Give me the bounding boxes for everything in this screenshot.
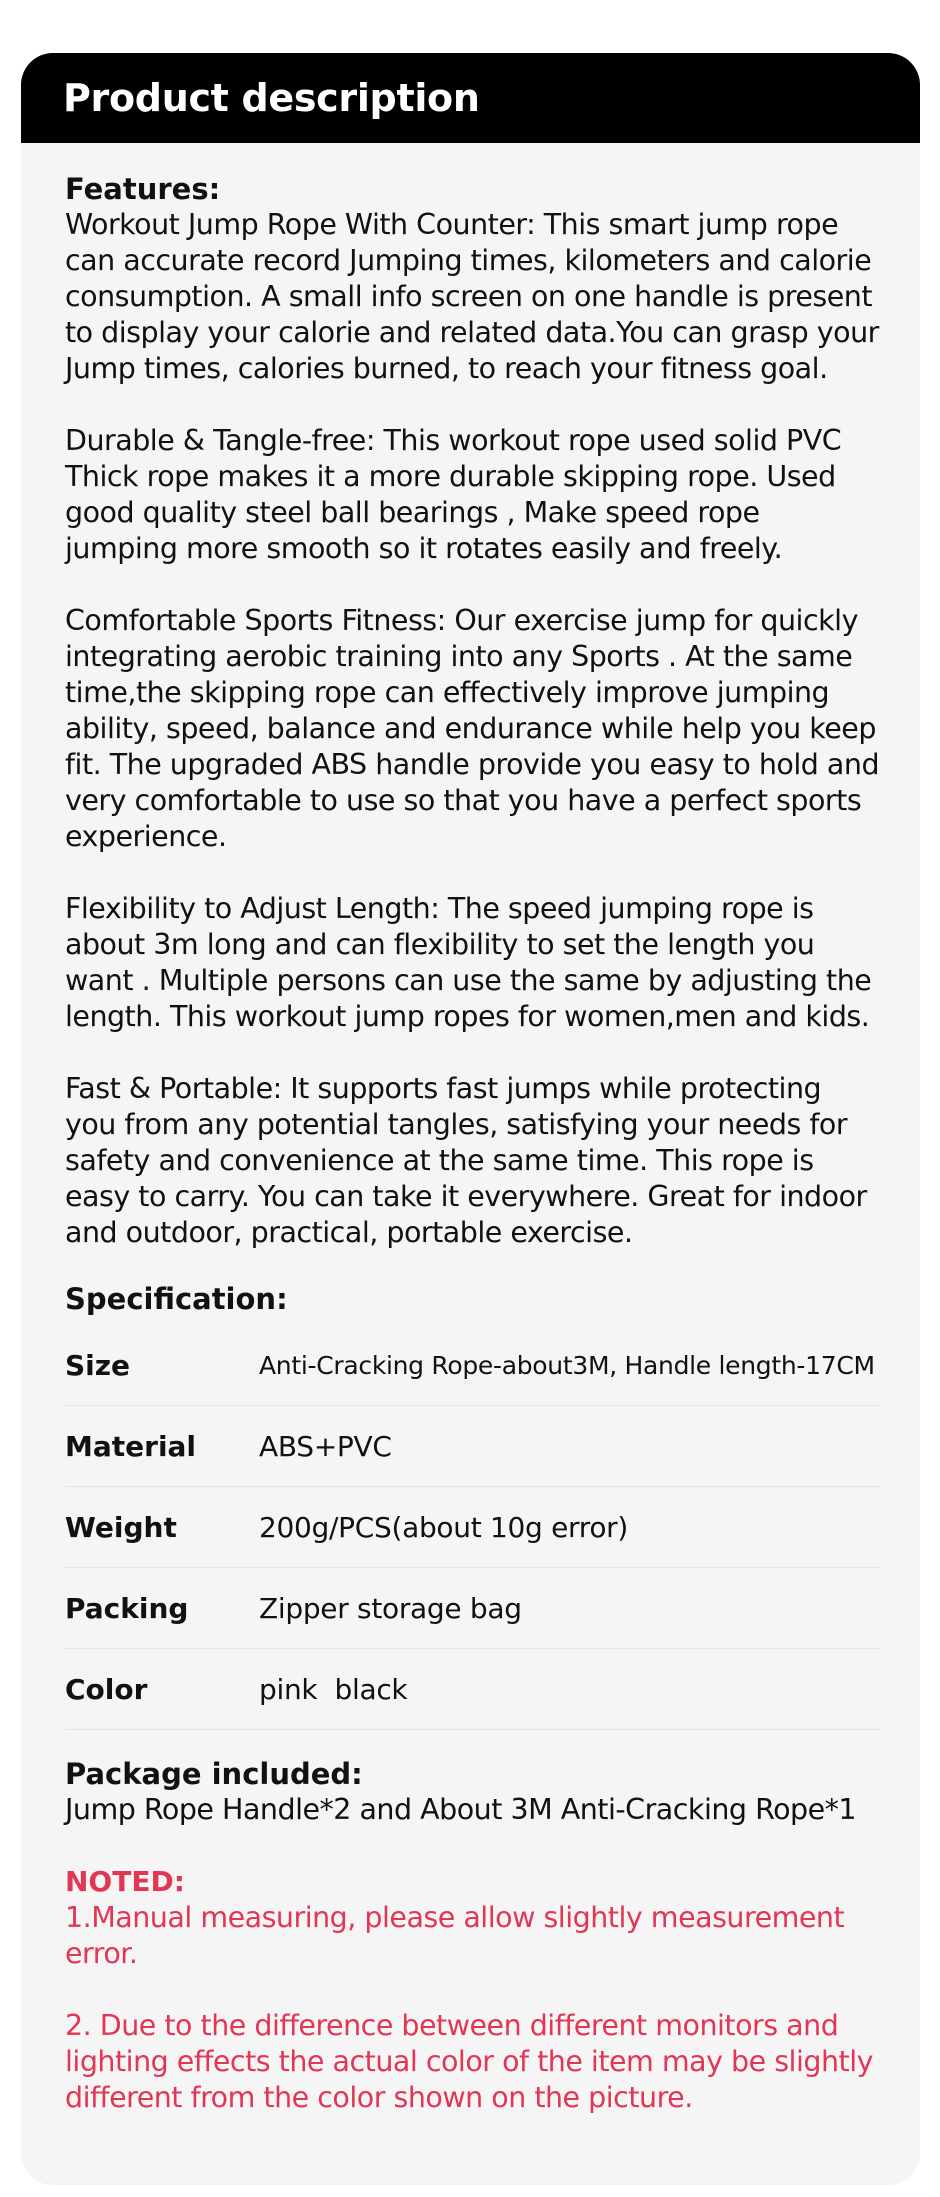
header-bar [21, 53, 920, 143]
feature-paragraph-portable: Fast & Portable: It supports fast jumps while protecting you from any potential tangles, satisfying your needs for safety and convenience at the same time. This rope is easy to carry. You can take it everywhere. Great for indoor and outdoor, practical, portable exercise. [65, 1072, 867, 1249]
spec-label: Packing [65, 1591, 189, 1625]
spec-value: ABS+PVC [259, 1429, 392, 1463]
spec-value: 200g/PCS(about 10g error) [259, 1510, 628, 1544]
package-text: Jump Rope Handle*2 and About 3M Anti-Cracking Rope*1 [65, 1793, 857, 1826]
feature-paragraph-flexibility: Flexibility to Adjust Length: The speed jumping rope is about 3m long and can flexibility to set the length you want . Multiple persons can use the same by adjusting the length. This workout jump ropes for women,men and kids. [65, 892, 872, 1033]
feature-paragraph-counter: Workout Jump Rope With Counter: This smart jump rope can accurate record Jumping times, kilometers and calorie consumption. A small info screen on one handle is present to display your calorie and related data.You can grasp your Jump times, calories burned, to reach your fitness goal. [65, 208, 879, 385]
spec-row-size [65, 1325, 880, 1406]
spec-label: Color [65, 1672, 148, 1706]
noted-section [65, 1864, 880, 2116]
specification-title: Specification: [65, 1282, 288, 1316]
spec-value: Anti-Cracking Rope-about3M, Handle length-17CM [259, 1350, 875, 1380]
features-section [65, 171, 880, 1251]
specification-section [65, 1281, 880, 1730]
specification-table [65, 1325, 880, 1730]
feature-paragraph-durable: Durable & Tangle-free: This workout rope used solid PVC Thick rope makes it a more durable skipping rope. Used good quality steel ball bearings , Make speed rope jumping more smooth so it rotates easily and freely. [65, 424, 842, 565]
package-section [65, 1756, 880, 1828]
feature-paragraph-comfortable: Comfortable Sports Fitness: Our exercise jump for quickly integrating aerobic training into any Sports . At the same time,the skipping rope can effectively improve jumping ability, speed, balance and endurance while help you keep fit. The upgraded ABS handle provide you easy to hold and very comfortable to use so that you have a perfect sports experience. [65, 604, 880, 853]
noted-item-measurement: 1.Manual measuring, please allow slightly measurement error. [65, 1901, 845, 1970]
noted-title: NOTED: [65, 1865, 185, 1898]
content-area [21, 143, 920, 2116]
spec-label: Size [65, 1348, 131, 1382]
spec-row-weight [65, 1487, 880, 1568]
features-title: Features: [65, 172, 221, 206]
spec-value: pink black [259, 1672, 408, 1706]
page-title: Product description [63, 76, 480, 120]
noted-item-color-difference: 2. Due to the difference between different monitors and lighting effects the actual color of the item may be slightly different from the color shown on the picture. [65, 2009, 874, 2114]
spec-value: Zipper storage bag [259, 1591, 522, 1625]
spec-label: Weight [65, 1510, 177, 1544]
spec-row-color [65, 1649, 880, 1730]
product-description-card [21, 53, 920, 2185]
package-title: Package included: [65, 1757, 363, 1791]
spec-row-material [65, 1406, 880, 1487]
spec-label: Material [65, 1429, 197, 1463]
spec-row-packing [65, 1568, 880, 1649]
